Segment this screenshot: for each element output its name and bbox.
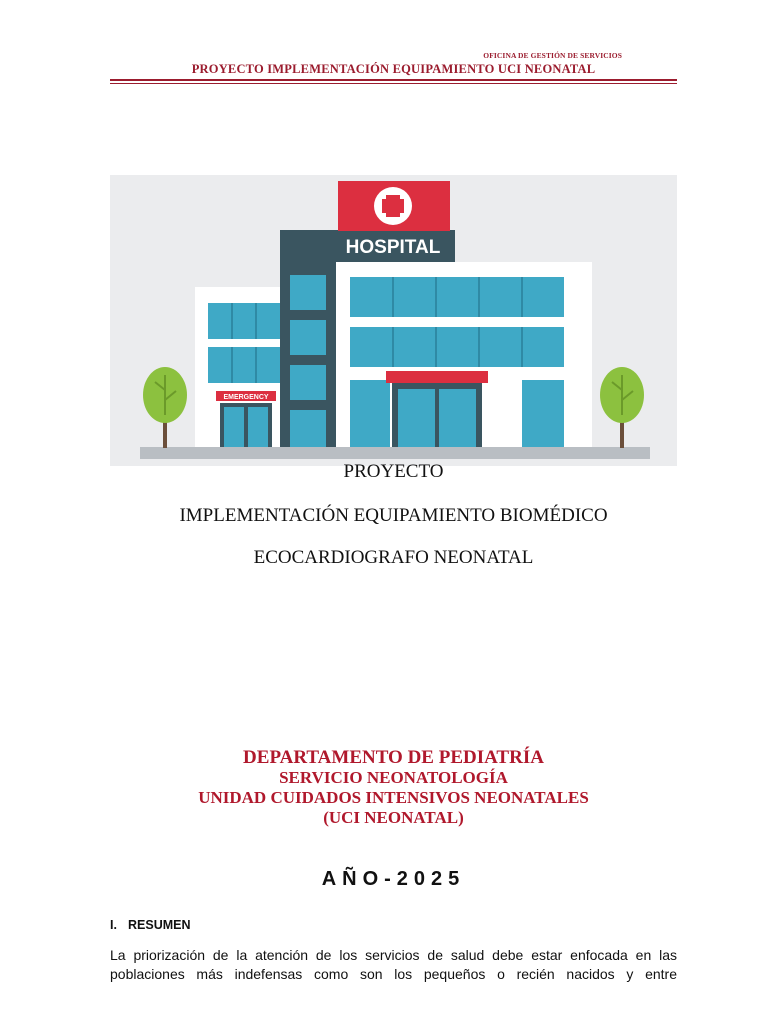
summary-paragraph: La priorización de la atención de los servicios de salud debe estar enfocada en las poblaciones más indefensas como son los pequeños o recién nacidos y entre [110, 947, 677, 982]
title-line-1: PROYECTO [343, 461, 444, 482]
header-rule [110, 79, 677, 81]
emergency-sign: EMERGENCY [223, 394, 269, 401]
hospital-illustration [110, 175, 677, 466]
title-line-2: IMPLEMENTACIÓN EQUIPAMIENTO BIOMÉDICO [179, 505, 608, 526]
unit-name: UNIDAD CUIDADOS INTENSIVOS NEONATALES [198, 788, 589, 807]
section-title: RESUMEN [128, 918, 191, 932]
header-rule-thin [110, 83, 677, 84]
section-number: I. [110, 918, 117, 932]
department-name: DEPARTAMENTO DE PEDIATRÍA [243, 747, 544, 768]
year-label: AÑO-2025 [321, 868, 466, 890]
header-title: PROYECTO IMPLEMENTACIÓN EQUIPAMIENTO UCI NEONATAL [191, 62, 596, 76]
section-heading [110, 918, 191, 932]
title-line-3: ECOCARDIOGRAFO NEONATAL [253, 547, 534, 568]
unit-abbreviation: (UCI NEONATAL) [323, 808, 464, 827]
tree-right-icon [600, 367, 644, 448]
header-office: OFICINA DE GESTIÓN DE SERVICIOS [483, 51, 622, 60]
service-name: SERVICIO NEONATOLOGÍA [279, 768, 508, 787]
hospital-sign: HOSPITAL [345, 237, 441, 258]
tree-left-icon [143, 367, 187, 448]
